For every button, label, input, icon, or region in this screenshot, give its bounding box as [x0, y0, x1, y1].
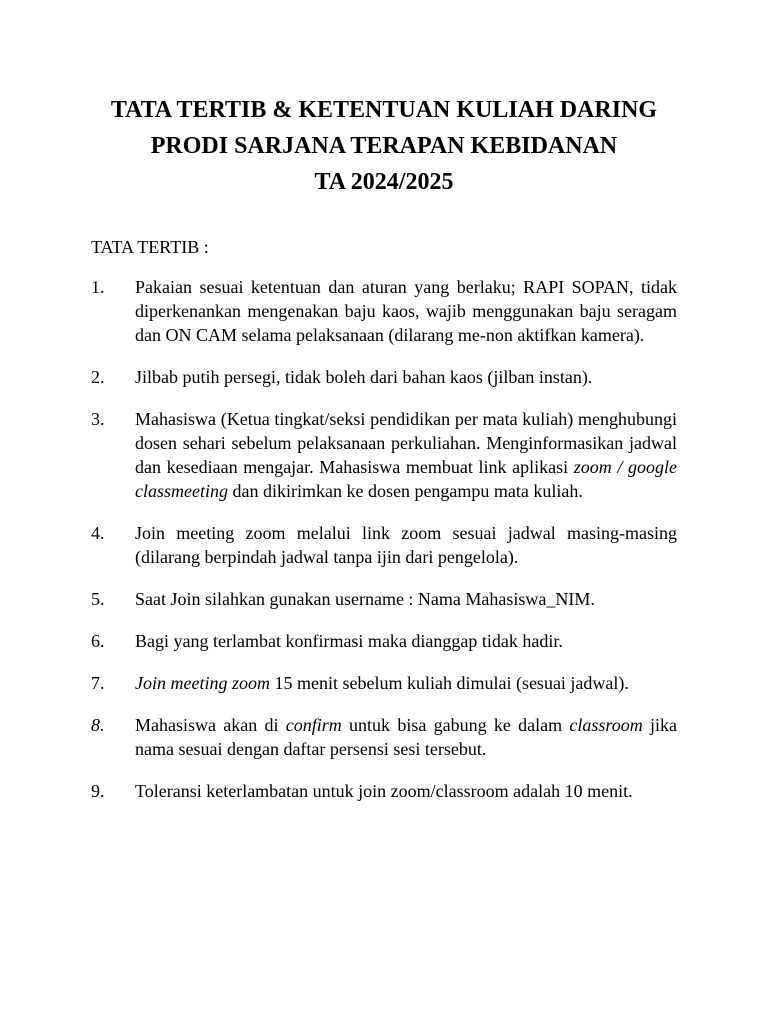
rules-list	[91, 275, 677, 821]
document-title	[60, 92, 708, 200]
rule-number: 7.	[91, 673, 105, 693]
rule-text-italic: zoom / google classmeeting	[135, 457, 677, 501]
rule-text	[135, 713, 677, 761]
title-line-1: TATA TERTIB & KETENTUAN KULIAH DARING	[110, 97, 658, 123]
rule-text-segment: Mahasiswa akan di	[135, 715, 286, 735]
rule-text-italic: classroom	[569, 715, 643, 735]
rule-item	[91, 713, 677, 761]
rule-number: 3.	[91, 409, 105, 429]
rule-text	[135, 521, 677, 569]
title-line-3: TA 2024/2025	[314, 169, 454, 195]
rule-item	[91, 671, 677, 695]
rule-text-segment: Pakaian sesuai ketentuan dan aturan yang berlaku; RAPI SOPAN, tidak diperkenankan mengenakan baju kaos, wajib menggunakan baju seragam dan ON CAM selama pelaksanaan (dilarang me-non aktifkan kamera).	[135, 277, 677, 345]
rule-text-segment: Toleransi keterlambatan untuk join zoom/classroom adalah 10 menit.	[135, 781, 633, 801]
rule-item	[91, 275, 677, 347]
rule-text-segment: jika nama sesuai dengan daftar persensi sesi tersebut.	[135, 715, 677, 759]
rule-text-segment: Jilbab putih persegi, tidak boleh dari bahan kaos (jilban instan).	[135, 367, 593, 387]
rule-text-segment: Saat Join silahkan gunakan username : Nama Mahasiswa_NIM.	[135, 589, 595, 609]
rule-number: 5.	[91, 589, 105, 609]
section-heading: TATA TERTIB :	[91, 237, 209, 257]
rule-item	[91, 587, 677, 611]
rule-text	[135, 779, 677, 803]
rule-item	[91, 521, 677, 569]
rule-text-italic: confirm	[285, 715, 342, 735]
rule-text	[135, 407, 677, 503]
title-line-2: PRODI SARJANA TERAPAN KEBIDANAN	[150, 133, 618, 159]
rule-text-segment: dan dikirimkan ke dosen pengampu mata kuliah.	[227, 481, 583, 501]
rule-item	[91, 407, 677, 503]
rule-number: 4.	[91, 523, 105, 543]
rule-text	[135, 629, 677, 653]
rule-text-segment: Join meeting zoom melalui link zoom sesuai jadwal masing-masing (dilarang berpindah jadwal tanpa ijin dari pengelola).	[135, 523, 677, 567]
rule-number: 9.	[91, 781, 105, 801]
rule-text-italic: Join meeting zoom	[135, 673, 270, 693]
rule-text	[135, 587, 677, 611]
rule-item	[91, 779, 677, 803]
rule-item	[91, 629, 677, 653]
rule-text	[135, 365, 677, 389]
rule-text	[135, 671, 677, 695]
rule-text-segment: 15 menit sebelum kuliah dimulai (sesuai jadwal).	[269, 673, 629, 693]
rule-text-segment: Bagi yang terlambat konfirmasi maka dianggap tidak hadir.	[135, 631, 563, 651]
rule-number: 1.	[91, 277, 105, 297]
rule-item	[91, 365, 677, 389]
rule-text-segment: Mahasiswa (Ketua tingkat/seksi pendidikan per mata kuliah) menghubungi dosen sehari sebelum pelaksanaan perkuliahan. Menginformasikan jadwal dan kesediaan mengajar. Mahasiswa membuat link aplikasi	[135, 409, 677, 477]
rule-number: 2.	[91, 367, 105, 387]
rule-number: 6.	[91, 631, 105, 651]
rule-number: 8.	[91, 715, 105, 735]
rule-text-segment: untuk bisa gabung ke dalam	[341, 715, 570, 735]
rule-text	[135, 275, 677, 347]
